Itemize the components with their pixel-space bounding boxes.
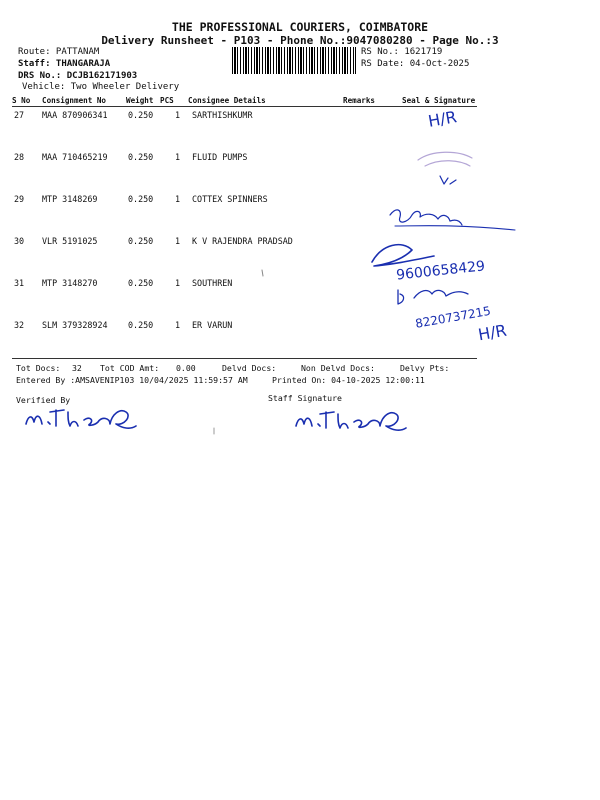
row28-initial-mark	[440, 176, 456, 184]
page-title: THE PROFESSIONAL COURIERS, COIMBATORE	[171, 20, 429, 34]
staff-label: Staff: THANGARAJA	[18, 59, 111, 69]
row-consignment-no: VLR 5191025	[42, 236, 98, 246]
row-consignee: FLUID PUMPS	[192, 152, 248, 162]
row-weight: 0.250	[128, 152, 154, 162]
printed-on: Printed On: 04-10-2025 12:00:11	[272, 375, 425, 385]
staff-signature	[296, 412, 406, 430]
runsheet-subtitle: Delivery Runsheet - P103 - Phone No.:9047080280 - Page No.:3	[101, 34, 499, 47]
row-sno: 27	[14, 110, 25, 120]
verified-by-label: Verified By	[16, 395, 71, 405]
col-sno: S No	[12, 96, 31, 105]
tot-cod-value: 0.00	[176, 363, 196, 373]
row-pcs: 1	[175, 236, 181, 246]
totals-divider	[12, 358, 477, 359]
tot-docs-label: Tot Docs:	[16, 363, 61, 373]
row-consignee: K V RAJENDRA PRADSAD	[192, 236, 293, 246]
row-pcs: 1	[175, 110, 181, 120]
row-pcs: 1	[175, 278, 181, 288]
row-consignment-no: MAA 870906341	[42, 110, 108, 120]
row-weight: 0.250	[128, 236, 154, 246]
non-delvd-docs-label: Non Delvd Docs:	[301, 363, 375, 373]
col-remarks: Remarks	[343, 96, 376, 105]
delvy-pts-label: Delvy Pts:	[400, 363, 450, 373]
col-consignee: Consignee Details	[188, 96, 266, 105]
row32-hr-mark: H/R	[476, 320, 509, 345]
rs-date: RS Date: 04-Oct-2025	[361, 59, 470, 69]
row31-phone-number: 8220737215	[414, 303, 492, 331]
stray-mark	[262, 270, 263, 276]
route-label: Route: PATTANAM	[18, 47, 100, 57]
verified-signature	[26, 410, 136, 428]
vehicle-label: Vehicle: Two Wheeler Delivery	[22, 82, 180, 92]
staff-signature-label: Staff Signature	[268, 393, 342, 403]
row-pcs: 1	[175, 320, 181, 330]
row-sno: 28	[14, 152, 25, 162]
row-consignee: ER VARUN	[192, 320, 233, 330]
row-pcs: 1	[175, 194, 181, 204]
row30-name-scribble	[390, 210, 462, 225]
row31-name-scribble	[398, 290, 468, 304]
drs-label: DRS No.: DCJB162171903	[18, 71, 138, 81]
row-consignment-no: MAA 710465219	[42, 152, 108, 162]
col-consignment: Consignment No	[42, 96, 107, 105]
tot-docs-value: 32	[72, 363, 82, 373]
row-consignee: SOUTHREN	[192, 278, 233, 288]
row-sno: 31	[14, 278, 25, 288]
row-weight: 0.250	[128, 110, 154, 120]
row27-hr-mark: H/R	[426, 107, 459, 131]
row-consignee: SARTHISHKUMR	[192, 110, 253, 120]
row-weight: 0.250	[128, 278, 154, 288]
row-consignment-no: MTP 3148270	[42, 278, 98, 288]
row-consignment-no: MTP 3148269	[42, 194, 98, 204]
col-pcs: PCS	[160, 96, 174, 105]
row30-signature-scribble	[372, 245, 434, 266]
row30-phone-number: 9600658429	[395, 258, 486, 284]
row-pcs: 1	[175, 152, 181, 162]
col-weight: Weight	[126, 96, 154, 105]
row28-stamp-mark	[418, 152, 472, 166]
row-weight: 0.250	[128, 194, 154, 204]
col-seal-signature: Seal & Signature	[402, 96, 476, 105]
entered-by: Entered By :AMSAVENIP103 10/04/2025 11:59:57 AM	[16, 375, 248, 385]
row-consignee: COTTEX SPINNERS	[192, 194, 268, 204]
delvd-docs-label: Delvd Docs:	[222, 363, 277, 373]
rs-number: RS No.: 1621719	[361, 47, 443, 57]
row-weight: 0.250	[128, 320, 154, 330]
tot-cod-label: Tot COD Amt:	[100, 363, 160, 373]
row-consignment-no: SLM 379328924	[42, 320, 108, 330]
row-sno: 29	[14, 194, 25, 204]
row30-numbers-scribble	[395, 226, 515, 230]
row-sno: 30	[14, 236, 25, 246]
row-sno: 32	[14, 320, 25, 330]
